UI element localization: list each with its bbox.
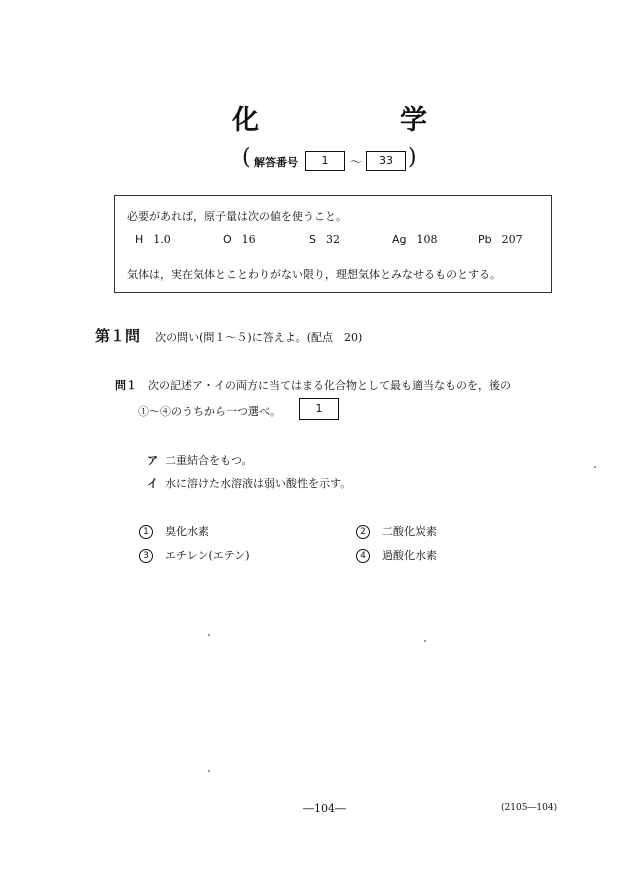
answer-range-end-box: 33 — [366, 151, 406, 171]
choice-2[interactable] — [356, 523, 437, 539]
question-1-text-line-1: 次の記述ア・イの両方に当てはまる化合物として最も適当なものを，後の — [148, 379, 511, 392]
choice-number-circle: 1 — [139, 525, 153, 539]
page-number: ―104― — [303, 802, 346, 815]
atomic-weight-Ag — [392, 233, 438, 246]
paren-close: ) — [408, 145, 417, 170]
notice-line-3: 気体は，実在気体とことわりがない限り，理想気体とみなせるものとする。 — [127, 268, 501, 281]
choice-text: 臭化水素 — [165, 525, 209, 538]
question-group-title: 第１問 — [95, 327, 141, 345]
question-group-header — [95, 325, 362, 346]
statement-mark: イ — [147, 477, 158, 490]
statement-a — [147, 452, 253, 468]
atom-symbol: H — [135, 233, 144, 246]
question-1-text-line-2: ①〜④のうちから一つ選べ。 — [138, 405, 281, 418]
choice-number-circle: 4 — [356, 549, 370, 563]
choice-text: エチレン(エテン) — [165, 549, 250, 562]
atom-value: 16 — [241, 233, 256, 246]
scan-speck — [208, 770, 210, 772]
choice-number-circle: 2 — [356, 525, 370, 539]
answer-range-label: 解答番号 — [254, 156, 298, 169]
question-group-instruction: 次の問い(問１〜５)に答えよ。(配点 20) — [155, 331, 363, 344]
statement-mark: ア — [147, 454, 158, 467]
scan-speck — [208, 634, 210, 636]
answer-range-start-box: 1 — [305, 151, 345, 171]
atom-symbol: Ag — [392, 233, 407, 246]
title-char-1: 化 — [232, 105, 259, 136]
statement-text: 水に溶けた水溶液は弱い酸性を示す。 — [165, 477, 352, 490]
answer-box-1[interactable]: 1 — [299, 398, 339, 420]
atom-value: 1.0 — [153, 233, 171, 246]
atom-value: 32 — [325, 233, 340, 246]
atomic-weight-Pb — [478, 233, 523, 246]
choice-text: 二酸化炭素 — [382, 525, 437, 538]
atomic-weight-O — [223, 233, 256, 246]
atomic-weight-S — [309, 233, 340, 246]
atom-value: 207 — [501, 233, 523, 246]
choice-1[interactable] — [139, 523, 209, 539]
notice-line-1: 必要があれば，原子量は次の値を使うこと。 — [127, 210, 347, 223]
atom-value: 108 — [416, 233, 438, 246]
paren-open: ( — [242, 145, 251, 170]
scan-speck — [424, 640, 426, 642]
atom-symbol: S — [309, 233, 316, 246]
choice-3[interactable] — [139, 547, 250, 563]
choice-number-circle: 3 — [139, 549, 153, 563]
atom-symbol: Pb — [478, 233, 492, 246]
atomic-weight-notice-box — [114, 195, 552, 293]
statement-text: 二重結合をもつ。 — [165, 454, 253, 467]
atomic-weight-H — [135, 233, 171, 246]
exam-code: (2105―104) — [501, 803, 558, 813]
statement-i — [147, 475, 351, 491]
choice-4[interactable] — [356, 547, 437, 563]
scan-speck — [594, 466, 596, 468]
choice-text: 過酸化水素 — [382, 549, 437, 562]
atom-symbol: O — [223, 233, 232, 246]
answer-range-tilde: 〜 — [350, 155, 363, 169]
title-char-2: 学 — [400, 105, 427, 136]
question-1-label: 問１ — [115, 379, 137, 392]
